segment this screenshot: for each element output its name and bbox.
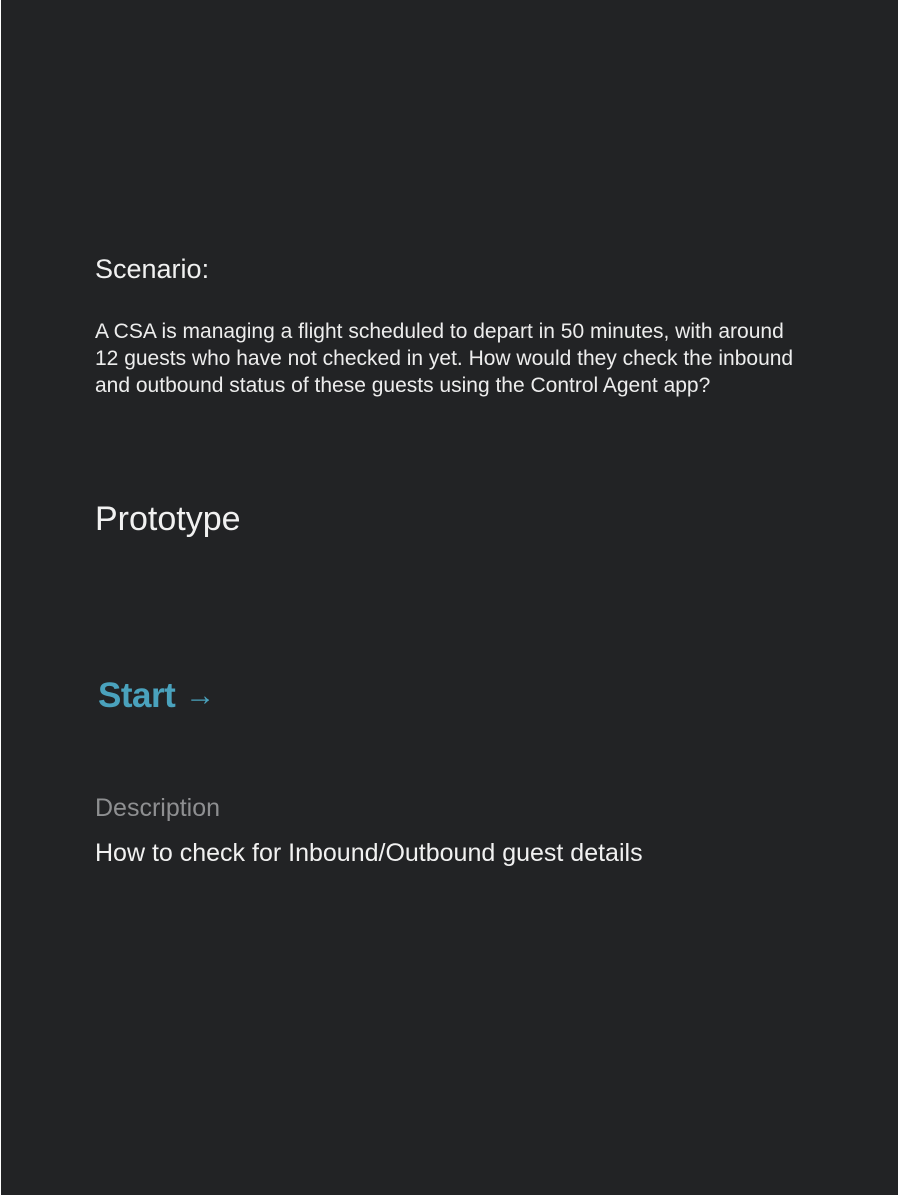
description-label: Description	[95, 794, 221, 822]
scenario-text: A CSA is managing a flight scheduled to depart in 50 minutes, with around 12 guests who have not checked in yet. How would they check the inbound and outbound status of these guests using the Control Agent app?	[95, 320, 794, 397]
prototype-heading: Prototype	[95, 500, 241, 538]
description-text: How to check for Inbound/Outbound guest details	[95, 839, 643, 867]
start-button[interactable]	[98, 674, 215, 718]
prototype-page	[1, 0, 898, 1195]
scenario-heading: Scenario:	[95, 254, 210, 284]
start-label: Start	[98, 676, 176, 715]
arrow-right-icon: →	[185, 679, 215, 712]
